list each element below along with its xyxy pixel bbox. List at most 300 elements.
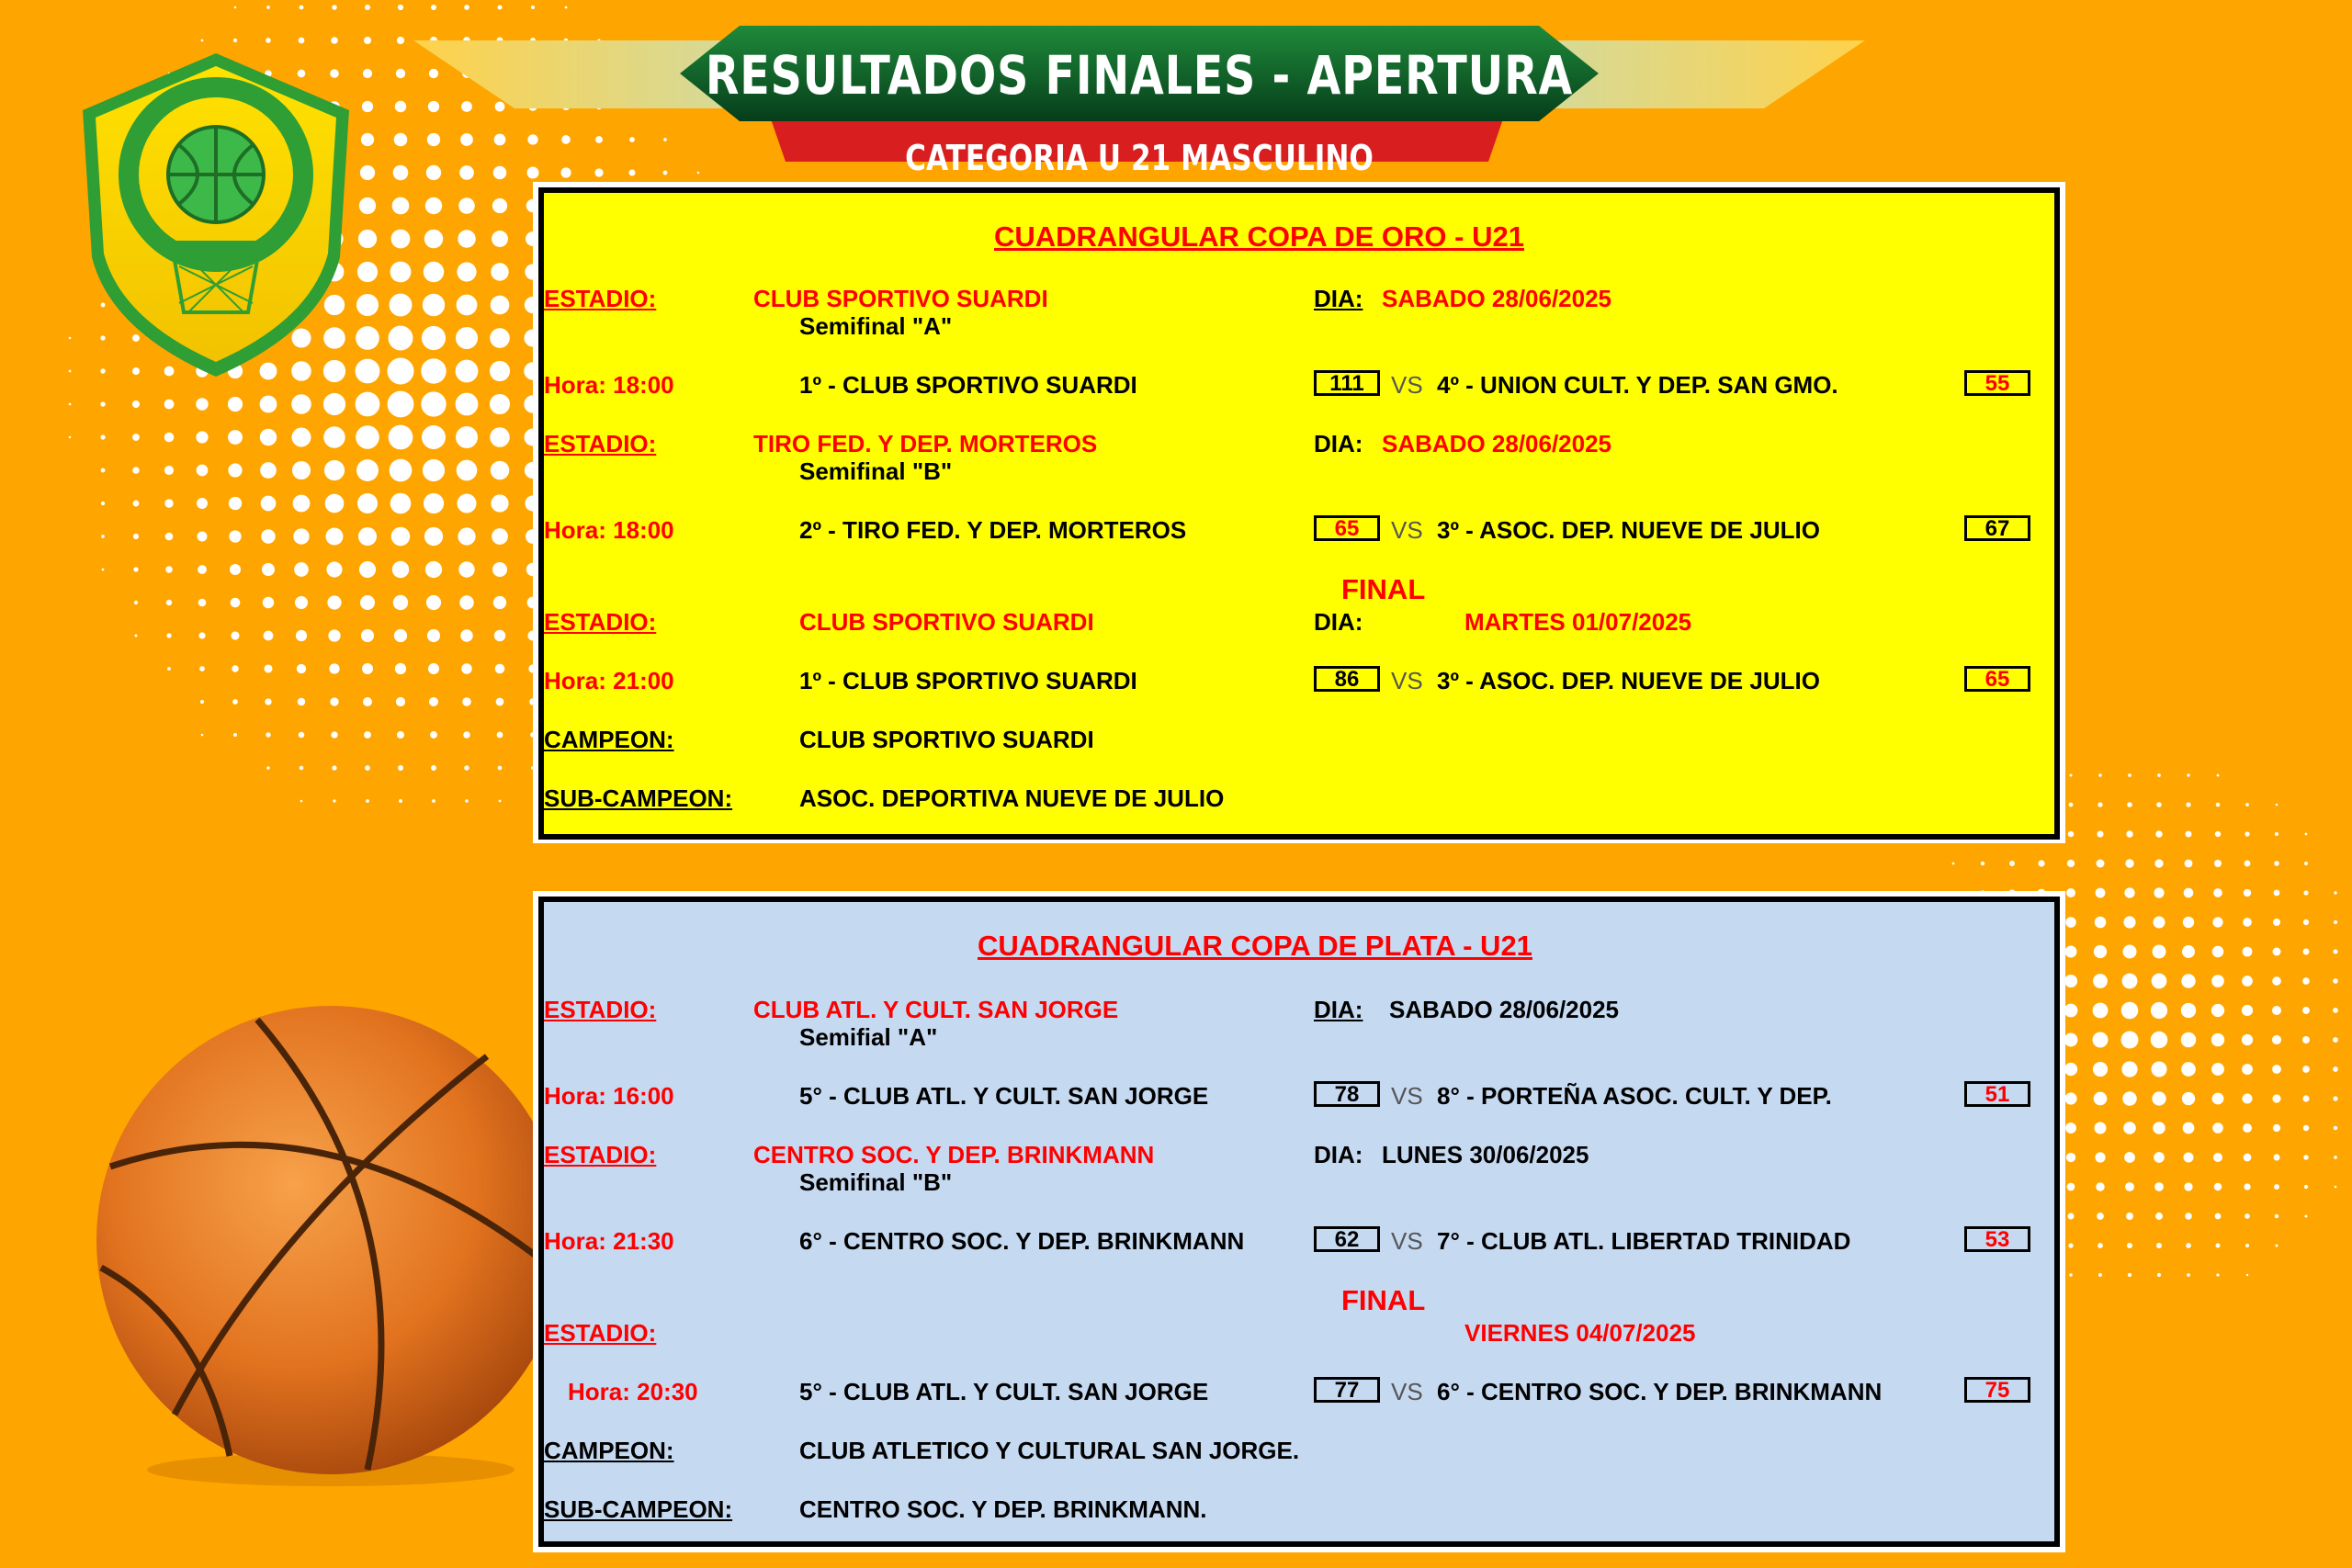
halftone-dot (490, 427, 510, 447)
match-time: Hora: 18:00 (544, 516, 674, 544)
estadio-name: CLUB ATL. Y CULT. SAN JORGE (753, 996, 1119, 1023)
home-score: 77 (1314, 1377, 1380, 1403)
dia-label: DIA: (1314, 285, 1363, 312)
halftone-dot (2096, 888, 2106, 898)
halftone-dot (2272, 1065, 2281, 1074)
halftone-dot (424, 230, 443, 248)
halftone-dot (2121, 1002, 2139, 1020)
halftone-dot (101, 502, 105, 505)
halftone-dot (2065, 917, 2076, 928)
halftone-dot (2153, 1122, 2165, 1134)
halftone-dot (2273, 1124, 2280, 1132)
campeon-label: CAMPEON: (544, 1437, 674, 1464)
halftone-dot (331, 731, 337, 738)
halftone-dot (390, 262, 412, 283)
match-time: Hora: 21:30 (544, 1227, 674, 1255)
halftone-dot (394, 629, 407, 642)
halftone-dot (266, 732, 270, 737)
halftone-dot (2273, 1154, 2279, 1160)
halftone-dot (198, 632, 205, 638)
vs-label: VS (1391, 667, 1423, 694)
halftone-dot (497, 732, 503, 739)
halftone-dot (2095, 1152, 2105, 1162)
halftone-dot (395, 663, 406, 674)
halftone-dot (493, 596, 506, 609)
estadio-label: ESTADIO: (544, 608, 657, 636)
halftone-dot (293, 495, 311, 513)
home-score: 111 (1314, 370, 1380, 396)
halftone-dot (132, 400, 140, 408)
halftone-dot (2067, 860, 2075, 867)
halftone-dot (457, 295, 478, 316)
semifinal-label: Semifinal "A" (799, 312, 953, 340)
halftone-dot (233, 733, 237, 737)
halftone-dot (2123, 916, 2135, 928)
halftone-dot (2098, 802, 2102, 807)
home-team: 5° - CLUB ATL. Y CULT. SAN JORGE (799, 1082, 1209, 1110)
halftone-dot (165, 533, 174, 541)
halftone-dot (2272, 1006, 2281, 1015)
halftone-dot (234, 6, 237, 9)
home-team: 1º - CLUB SPORTIVO SUARDI (799, 371, 1137, 399)
halftone-dot (457, 262, 476, 281)
semifinal-label: Semifial "A" (799, 1023, 938, 1051)
halftone-dot (492, 528, 508, 545)
halftone-dot (2212, 1093, 2224, 1105)
halftone-dot (2094, 1092, 2108, 1106)
halftone-dot (2333, 1008, 2338, 1013)
halftone-dot (101, 535, 105, 538)
halftone-dot (167, 667, 171, 671)
halftone-dot (2242, 976, 2253, 987)
halftone-dot (200, 700, 204, 704)
halftone-dot (69, 436, 72, 439)
copa-plata-title: CUADRANGULAR COPA DE PLATA - U21 (978, 930, 1532, 962)
halftone-dot (328, 629, 340, 641)
halftone-dot (2068, 1213, 2075, 1220)
halftone-dot (421, 391, 446, 416)
halftone-dot (2038, 860, 2044, 866)
away-score: 55 (1964, 370, 2030, 396)
halftone-dot (2128, 773, 2132, 777)
vs-label: VS (1391, 1378, 1423, 1405)
halftone-dot (429, 697, 438, 706)
halftone-dot (291, 427, 311, 446)
halftone-dot (297, 664, 306, 673)
halftone-dot (2272, 1094, 2280, 1102)
halftone-dot (164, 400, 175, 410)
halftone-dot (2303, 919, 2309, 925)
halftone-dot (262, 563, 275, 576)
halftone-dot (2181, 1003, 2196, 1018)
halftone-dot (201, 39, 204, 42)
halftone-dot (423, 459, 445, 481)
halftone-dot (133, 534, 139, 539)
halftone-dot (1952, 863, 1955, 865)
halftone-dot (2064, 1004, 2078, 1018)
halftone-dot (2096, 1182, 2104, 1190)
association-logo (64, 46, 368, 386)
halftone-dot (2066, 1153, 2075, 1162)
halftone-dot (492, 562, 507, 577)
estadio-name: CLUB SPORTIVO SUARDI (799, 608, 1094, 636)
halftone-dot (2157, 1273, 2161, 1277)
halftone-dot (2244, 889, 2251, 897)
halftone-dot (2334, 920, 2337, 924)
halftone-dot (490, 394, 510, 414)
halftone-dot (2213, 888, 2222, 897)
halftone-dot (397, 37, 404, 44)
halftone-dot (2069, 1273, 2072, 1276)
halftone-dot (365, 765, 370, 771)
subcampeon-value: CENTRO SOC. Y DEP. BRINKMANN. (799, 1495, 1207, 1523)
halftone-dot (2302, 1007, 2310, 1014)
halftone-dot (293, 528, 309, 544)
halftone-dot (2065, 1122, 2076, 1134)
home-score: 86 (1314, 666, 1380, 692)
dia-label: DIA: (1314, 430, 1363, 457)
halftone-dot (2121, 1032, 2139, 1049)
halftone-dot (2122, 1091, 2136, 1105)
dia-value: LUNES 30/06/2025 (1382, 1141, 1589, 1168)
halftone-dot (390, 294, 413, 317)
halftone-dot (2245, 861, 2251, 867)
halftone-dot (228, 430, 243, 445)
halftone-dot (197, 465, 209, 477)
halftone-dot (228, 397, 243, 412)
copa-oro-panel (538, 187, 2060, 840)
away-score: 75 (1964, 1377, 2030, 1403)
halftone-dot (164, 499, 173, 507)
halftone-dot (491, 296, 510, 315)
halftone-dot (2151, 1032, 2167, 1048)
halftone-dot (426, 595, 441, 610)
dia-value: MARTES 01/07/2025 (1464, 608, 1692, 636)
home-team: 2º - TIRO FED. Y DEP. MORTEROS (799, 516, 1187, 544)
halftone-dot (499, 800, 502, 803)
match-time: Hora: 20:30 (568, 1378, 698, 1405)
halftone-dot (2242, 1064, 2253, 1075)
halftone-dot (392, 197, 410, 215)
halftone-dot (2093, 1003, 2109, 1019)
halftone-dot (2211, 1033, 2224, 1046)
halftone-dot (133, 501, 140, 507)
halftone-dot (2069, 803, 2074, 807)
halftone-dot (2093, 1032, 2109, 1048)
estadio-label: ESTADIO: (544, 285, 657, 312)
halftone-dot (2214, 860, 2222, 867)
dia-label: DIA: (1314, 996, 1363, 1023)
halftone-dot (491, 263, 508, 280)
basketball-icon (92, 992, 570, 1488)
halftone-dot (2275, 832, 2278, 836)
halftone-dot (261, 529, 275, 543)
halftone-dot (458, 197, 475, 214)
halftone-dot (329, 663, 339, 673)
halftone-dot (492, 231, 508, 247)
halftone-dot (2152, 974, 2167, 989)
halftone-dot (232, 665, 239, 672)
halftone-dot (430, 731, 437, 739)
halftone-dot (2126, 830, 2133, 838)
halftone-dot (298, 698, 305, 705)
halftone-dot (2212, 917, 2222, 927)
halftone-dot (2303, 1155, 2308, 1159)
halftone-dot (2215, 831, 2221, 837)
halftone-dot (392, 561, 409, 578)
halftone-dot (2333, 1066, 2338, 1072)
halftone-dot (2064, 975, 2077, 987)
halftone-dot (2333, 1096, 2337, 1100)
estadio-name: CLUB SPORTIVO SUARDI (753, 285, 1048, 312)
halftone-dot (2185, 830, 2191, 837)
halftone-dot (2185, 860, 2193, 868)
halftone-dot (2335, 1186, 2337, 1189)
halftone-dot (132, 467, 139, 473)
halftone-dot (325, 494, 345, 513)
halftone-dot (199, 666, 205, 671)
home-score: 78 (1314, 1081, 1380, 1107)
halftone-dot (231, 598, 241, 608)
halftone-dot (196, 431, 208, 443)
halftone-dot (2245, 1244, 2249, 1247)
halftone-dot (300, 766, 304, 771)
halftone-dot (391, 527, 411, 547)
halftone-dot (424, 493, 444, 513)
halftone-dot (197, 498, 208, 509)
halftone-dot (490, 328, 510, 348)
page-subtitle: CATEGORIA U 21 MASCULINO (905, 138, 1374, 178)
halftone-dot (358, 527, 377, 546)
halftone-dot (356, 459, 379, 481)
semifinal-label: Semifinal "B" (799, 1168, 953, 1196)
halftone-dot (332, 765, 336, 770)
halftone-dot (2183, 917, 2194, 928)
halftone-dot (391, 230, 411, 249)
halftone-dot (364, 37, 371, 44)
halftone-dot (461, 663, 472, 674)
halftone-dot (2156, 1243, 2162, 1248)
halftone-dot (2154, 1152, 2165, 1163)
halftone-dot (428, 663, 439, 674)
halftone-dot (457, 460, 478, 481)
halftone-dot (1981, 862, 1984, 865)
vs-label: VS (1391, 1227, 1423, 1255)
copa-oro-title: CUADRANGULAR COPA DE ORO - U21 (994, 220, 1524, 253)
halftone-dot (2187, 1273, 2190, 1277)
halftone-dot (69, 403, 72, 406)
halftone-dot (2128, 1273, 2132, 1277)
halftone-dot (396, 697, 405, 706)
halftone-dot (2094, 1122, 2106, 1134)
halftone-dot (2302, 977, 2310, 985)
halftone-dot (2274, 890, 2280, 897)
halftone-dot (2213, 1153, 2222, 1162)
halftone-dot (398, 5, 403, 10)
halftone-dot (458, 527, 475, 545)
halftone-dot (2302, 948, 2309, 954)
halftone-dot (164, 466, 174, 475)
halftone-dot (295, 596, 308, 609)
halftone-dot (100, 434, 105, 439)
halftone-dot (260, 462, 277, 479)
halftone-dot (365, 5, 370, 10)
halftone-dot (491, 461, 510, 480)
dia-value: SABADO 28/06/2025 (1382, 430, 1612, 457)
halftone-dot (459, 595, 473, 609)
halftone-dot (2303, 1125, 2309, 1131)
halftone-dot (323, 393, 345, 415)
halftone-dot (463, 731, 469, 738)
halftone-dot (356, 392, 380, 417)
estadio-label: ESTADIO: (544, 1319, 657, 1347)
halftone-dot (2302, 1066, 2310, 1073)
halftone-dot (2154, 1182, 2164, 1191)
halftone-dot (291, 394, 311, 414)
halftone-dot (2211, 1063, 2224, 1076)
dia-label: DIA: (1314, 608, 1363, 636)
halftone-dot (2243, 918, 2252, 927)
halftone-dot (2242, 1034, 2253, 1045)
halftone-dot (2123, 1122, 2136, 1134)
halftone-dot (2157, 773, 2161, 777)
halftone-dot (2273, 948, 2281, 956)
halftone-dot (100, 401, 105, 406)
halftone-dot (460, 629, 472, 641)
halftone-dot (2302, 1036, 2310, 1043)
halftone-dot (300, 800, 303, 803)
copa-plata-card (533, 891, 2065, 1552)
away-team: 3º - ASOC. DEP. NUEVE DE JULIO (1437, 516, 1820, 544)
halftone-dot (2275, 1214, 2278, 1218)
halftone-dot (2067, 1183, 2075, 1191)
halftone-dot (387, 357, 413, 384)
halftone-dot (431, 5, 436, 10)
halftone-dot (230, 564, 241, 575)
halftone-dot (2274, 1184, 2279, 1190)
halftone-dot (496, 698, 504, 706)
final-label: FINAL (1341, 1284, 1426, 1316)
halftone-dot (2334, 1126, 2338, 1131)
halftone-dot (326, 561, 342, 577)
halftone-dot (266, 38, 271, 43)
page-title: RESULTADOS FINALES - APERTURA (705, 44, 1574, 107)
halftone-dot (427, 629, 440, 642)
halftone-dot (198, 599, 207, 607)
halftone-dot (201, 734, 204, 737)
halftone-dot (2184, 888, 2194, 898)
halftone-dot (299, 732, 305, 739)
halftone-dot (327, 595, 341, 609)
away-team: 8° - PORTEÑA ASOC. CULT. Y DEP. (1437, 1082, 1832, 1110)
copa-oro-card (533, 182, 2065, 843)
halftone-dot (390, 459, 413, 482)
halftone-dot (398, 765, 403, 771)
halftone-dot (330, 697, 338, 705)
halftone-dot (2187, 773, 2189, 776)
final-label: FINAL (1341, 573, 1426, 605)
halftone-dot (231, 631, 239, 639)
subcampeon-label: SUB-CAMPEON: (544, 1495, 733, 1523)
halftone-dot (2064, 1063, 2077, 1076)
halftone-dot (2216, 803, 2221, 807)
halftone-dot (565, 6, 568, 9)
halftone-dot (397, 731, 404, 739)
halftone-dot (2212, 946, 2224, 958)
halftone-dot (2244, 1183, 2250, 1190)
halftone-dot (2154, 887, 2164, 897)
home-team: 5° - CLUB ATL. Y CULT. SAN JORGE (799, 1378, 1209, 1405)
halftone-dot (362, 663, 373, 674)
halftone-dot (266, 766, 270, 770)
halftone-dot (2185, 1213, 2192, 1220)
halftone-dot (531, 6, 535, 9)
halftone-dot (2214, 1183, 2222, 1190)
halftone-dot (456, 360, 479, 383)
halftone-dot (2065, 946, 2077, 958)
halftone-dot (366, 799, 369, 803)
match-time: Hora: 16:00 (544, 1082, 674, 1110)
halftone-dot (2153, 945, 2166, 959)
halftone-dot (2304, 1214, 2307, 1217)
halftone-dot (2155, 1213, 2163, 1220)
halftone-dot (2215, 1243, 2220, 1247)
halftone-dot (324, 460, 345, 480)
halftone-dot (300, 6, 304, 10)
halftone-dot (2333, 978, 2338, 984)
halftone-dot (228, 463, 242, 477)
halftone-dot (360, 595, 375, 610)
halftone-dot (132, 434, 140, 441)
halftone-dot (2211, 975, 2224, 987)
halftone-dot (2183, 1122, 2195, 1134)
halftone-dot (431, 765, 436, 771)
halftone-dot (389, 326, 413, 351)
halftone-dot (356, 425, 379, 449)
halftone-dot (465, 799, 468, 802)
halftone-dot (2272, 976, 2281, 986)
halftone-dot (102, 569, 105, 571)
halftone-dot (2064, 1092, 2076, 1104)
halftone-dot (2068, 831, 2075, 838)
halftone-dot (260, 429, 277, 446)
vs-label: VS (1391, 371, 1423, 399)
halftone-dot (456, 426, 478, 448)
halftone-dot (2155, 830, 2162, 837)
halftone-dot (2216, 1273, 2219, 1276)
halftone-dot (266, 6, 270, 9)
estadio-label: ESTADIO: (544, 1141, 657, 1168)
home-team: 1º - CLUB SPORTIVO SUARDI (799, 667, 1137, 694)
halftone-dot (490, 361, 510, 381)
halftone-dot (2183, 1152, 2193, 1162)
halftone-dot (2211, 1004, 2224, 1017)
halftone-dot (2243, 1123, 2252, 1133)
halftone-dot (2068, 1243, 2073, 1247)
halftone-dot (166, 600, 172, 605)
halftone-dot (233, 39, 237, 42)
halftone-dot (2242, 1093, 2252, 1103)
halftone-dot (2304, 862, 2308, 865)
copa-plata-panel (538, 897, 2060, 1547)
halftone-dot (2215, 1213, 2222, 1220)
halftone-dot (2127, 802, 2132, 807)
halftone-dot (264, 664, 272, 672)
halftone-dot (2121, 1061, 2137, 1077)
halftone-dot (2066, 888, 2075, 897)
halftone-dot (422, 425, 446, 449)
halftone-dot (2182, 945, 2195, 958)
